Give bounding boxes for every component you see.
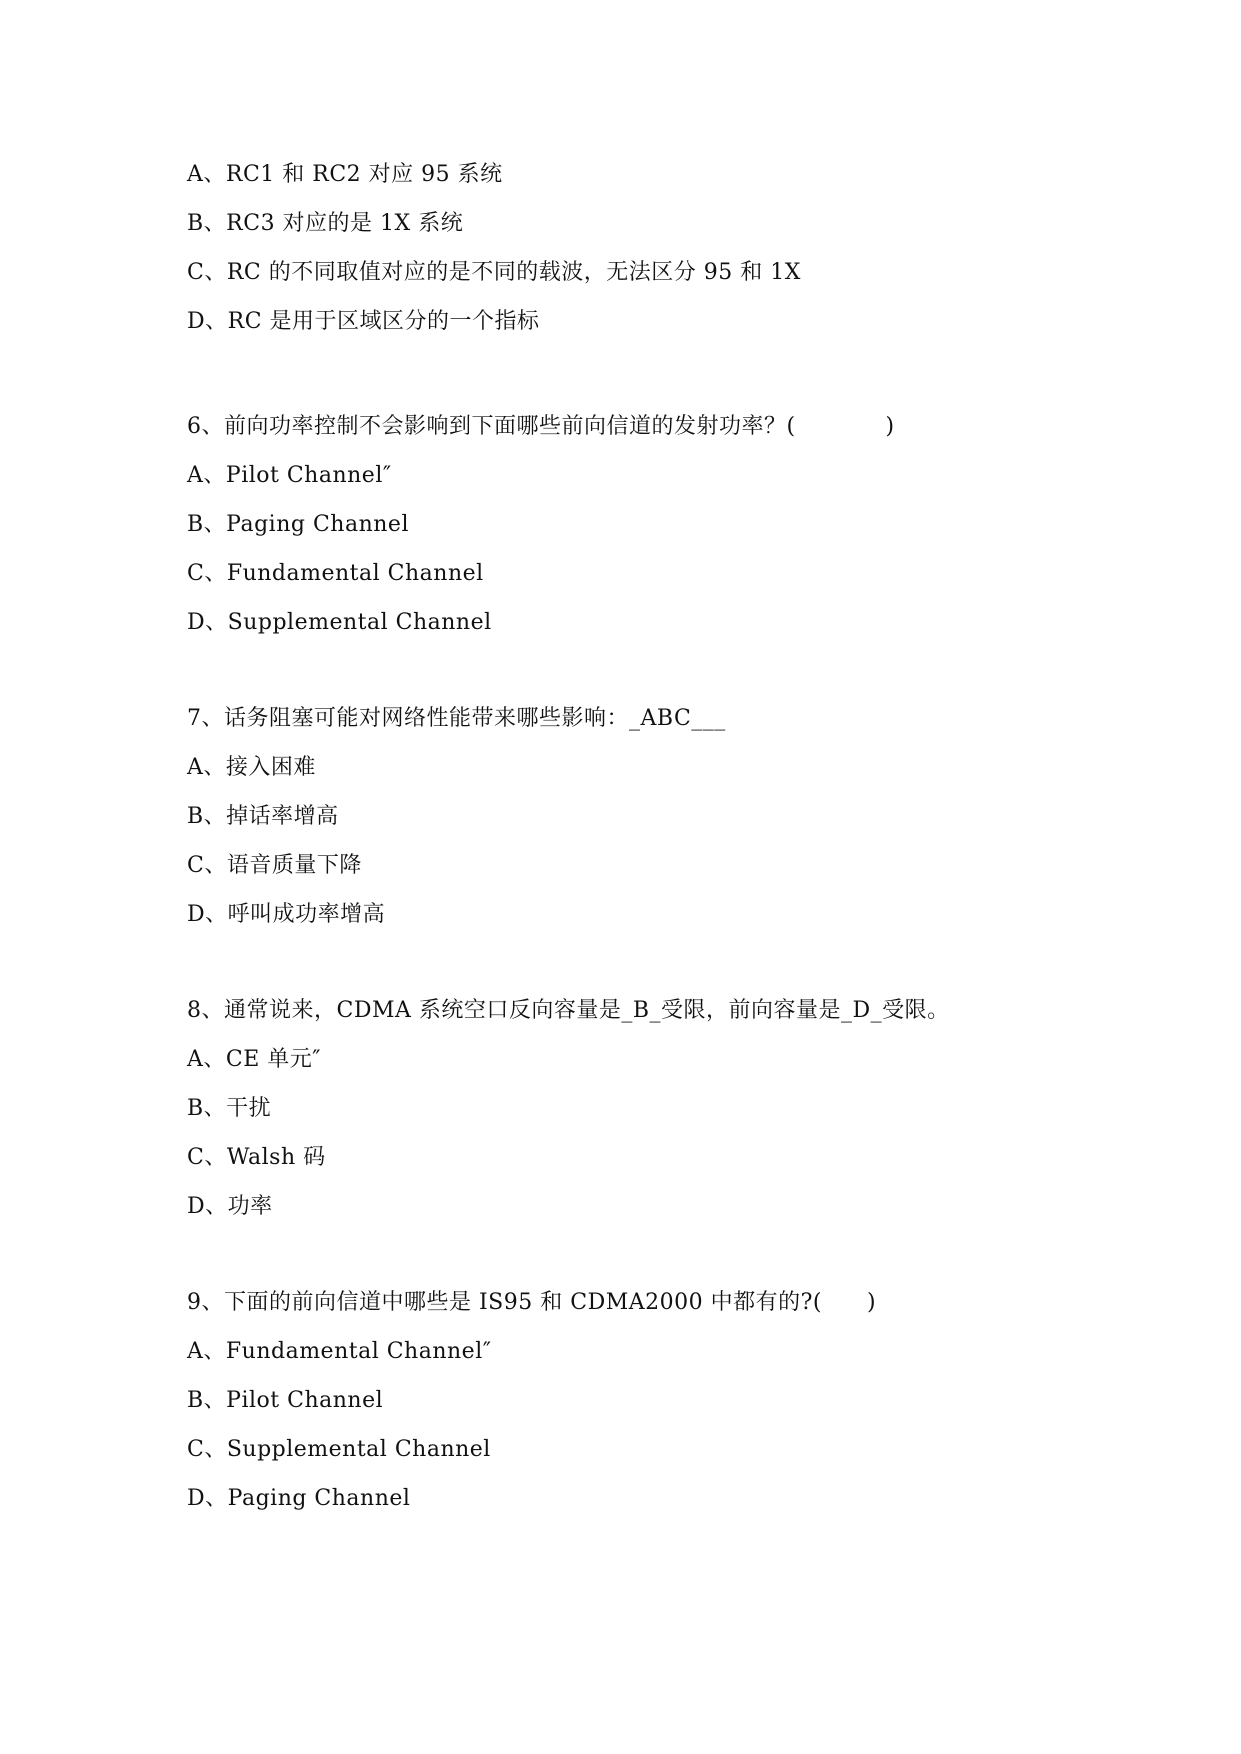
question-stem: 6、前向功率控制不会影响到下面哪些前向信道的发射功率？( ) [187,414,895,439]
option-d: D、Supplemental Channel [187,610,492,635]
option-c: C、Walsh 码 [187,1145,326,1170]
option-c: C、Supplemental Channel [187,1437,491,1462]
option-c: C、RC 的不同取值对应的是不同的载波，无法区分 95 和 1X [187,260,801,285]
question-stem: 7、话务阻塞可能对网络性能带来哪些影响：_ABC___ [187,706,726,731]
option-a: A、Fundamental Channel″ [187,1339,492,1364]
question-stem: 8、通常说来，CDMA 系统空口反向容量是_B_受限，前向容量是_D_受限。 [187,998,950,1023]
question-8 [187,986,1087,1231]
option-b: B、Pilot Channel [187,1388,384,1413]
option-d: D、功率 [187,1194,273,1219]
option-c: C、Fundamental Channel [187,561,484,586]
option-b: B、掉话率增高 [187,804,339,829]
option-b: B、RC3 对应的是 1X 系统 [187,211,464,236]
option-d: D、Paging Channel [187,1486,411,1511]
option-a: A、接入困难 [187,755,316,780]
question-stem: 9、下面的前向信道中哪些是 IS95 和 CDMA2000 中都有的?( ) [187,1290,877,1315]
question-5-options [187,150,1087,346]
option-c: C、语音质量下降 [187,853,362,878]
question-6 [187,402,1087,647]
option-d: D、呼叫成功率增高 [187,902,386,927]
question-9 [187,1278,1087,1523]
question-7 [187,694,1087,939]
option-d: D、RC 是用于区域区分的一个指标 [187,309,540,334]
option-a: A、CE 单元″ [187,1047,321,1072]
option-b: B、Paging Channel [187,512,409,537]
option-a: A、Pilot Channel″ [187,463,392,488]
option-b: B、干扰 [187,1096,272,1121]
option-a: A、RC1 和 RC2 对应 95 系统 [187,162,503,187]
